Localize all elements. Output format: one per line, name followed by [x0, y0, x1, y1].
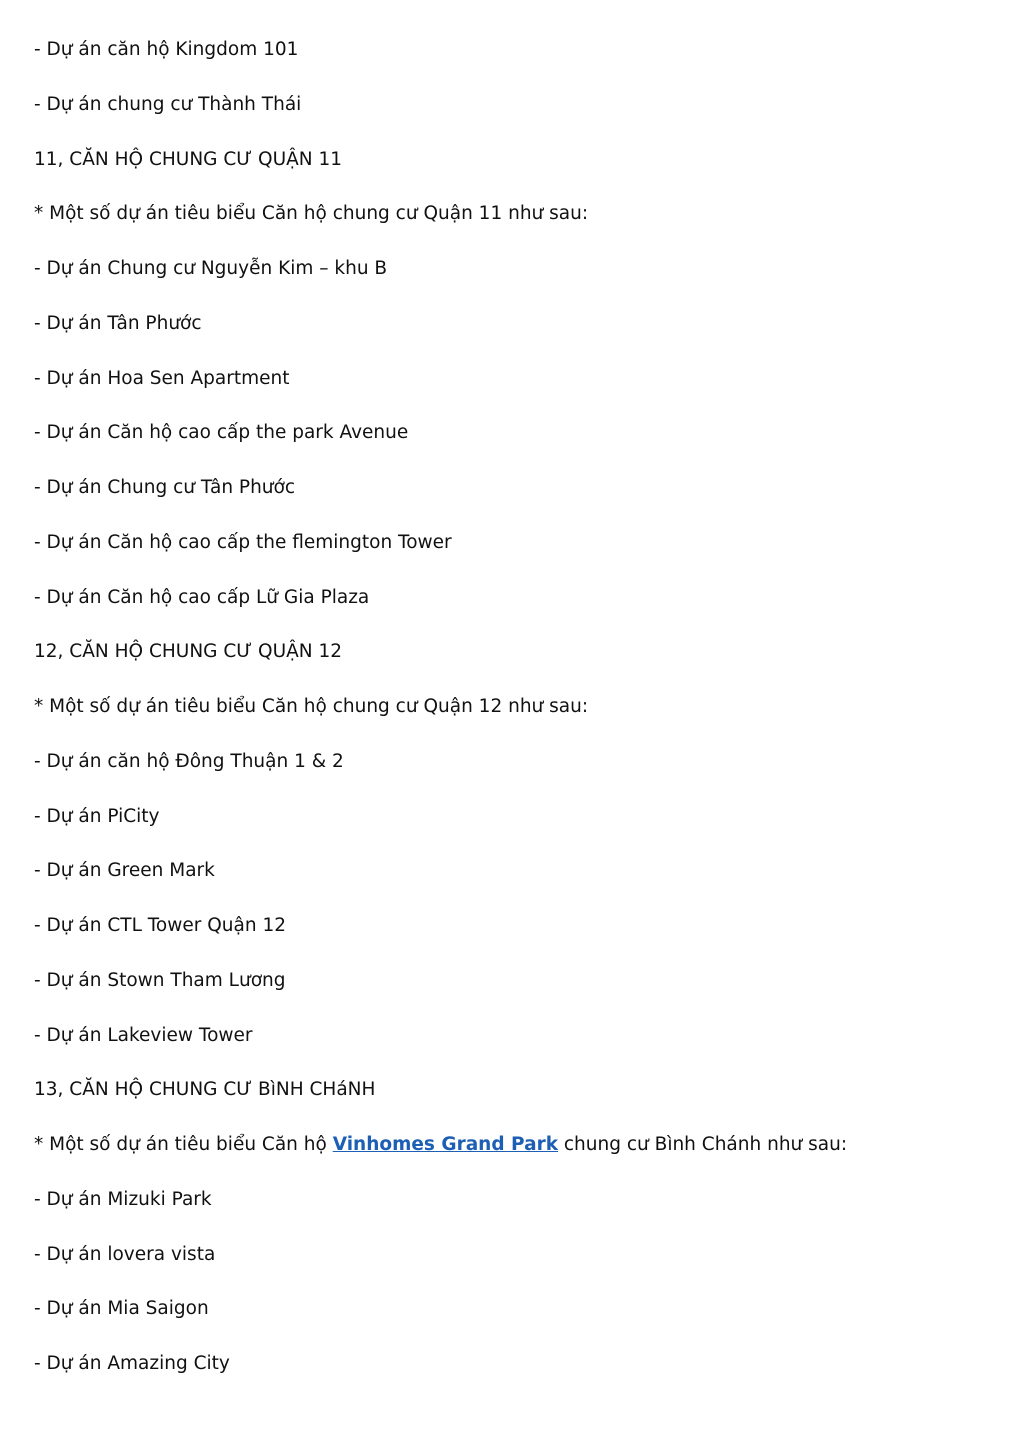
intro-text-after: chung cư Bình Chánh như sau: — [558, 1134, 848, 1155]
section-intro: * Một số dự án tiêu biểu Căn hộ chung cư Quận 12 như sau: — [34, 696, 589, 717]
list-item: - Dự án Căn hộ cao cấp Lữ Gia Plaza — [34, 587, 370, 608]
list-item: - Dự án chung cư Thành Thái — [34, 94, 302, 115]
list-item: - Dự án CTL Tower Quận 12 — [34, 915, 286, 936]
list-item: - Dự án Stown Tham Lương — [34, 970, 286, 991]
list-item: - Dự án căn hộ Đông Thuận 1 & 2 — [34, 751, 344, 772]
list-item: - Dự án Amazing City — [34, 1353, 230, 1374]
list-item: - Dự án Căn hộ cao cấp the flemington Tower — [34, 532, 452, 553]
section-intro-with-link — [34, 1133, 847, 1157]
list-item: - Dự án PiCity — [34, 806, 160, 827]
section-heading: 13, CĂN HỘ CHUNG CƯ BìNH CHáNH — [34, 1079, 376, 1100]
intro-text-before: * Một số dự án tiêu biểu Căn hộ — [34, 1134, 333, 1155]
list-item: - Dự án Green Mark — [34, 860, 215, 881]
section-heading: 12, CĂN HỘ CHUNG CƯ QUẬN 12 — [34, 641, 343, 662]
list-item: - Dự án Hoa Sen Apartment — [34, 368, 290, 389]
list-item: - Dự án Chung cư Tân Phước — [34, 477, 296, 498]
section-heading: 11, CĂN HỘ CHUNG CƯ QUẬN 11 — [34, 149, 343, 170]
section-intro: * Một số dự án tiêu biểu Căn hộ chung cư Quận 11 như sau: — [34, 203, 589, 224]
list-item: - Dự án Mia Saigon — [34, 1298, 209, 1319]
list-item: - Dự án lovera vista — [34, 1244, 216, 1265]
list-item: - Dự án căn hộ Kingdom 101 — [34, 39, 299, 60]
list-item: - Dự án Mizuki Park — [34, 1189, 212, 1210]
list-item: - Dự án Căn hộ cao cấp the park Avenue — [34, 422, 409, 443]
vinhomes-grand-park-link[interactable]: Vinhomes Grand Park — [332, 1134, 558, 1155]
list-item: - Dự án Chung cư Nguyễn Kim – khu B — [34, 258, 388, 279]
list-item: - Dự án Lakeview Tower — [34, 1025, 253, 1046]
list-item: - Dự án Tân Phước — [34, 313, 202, 334]
